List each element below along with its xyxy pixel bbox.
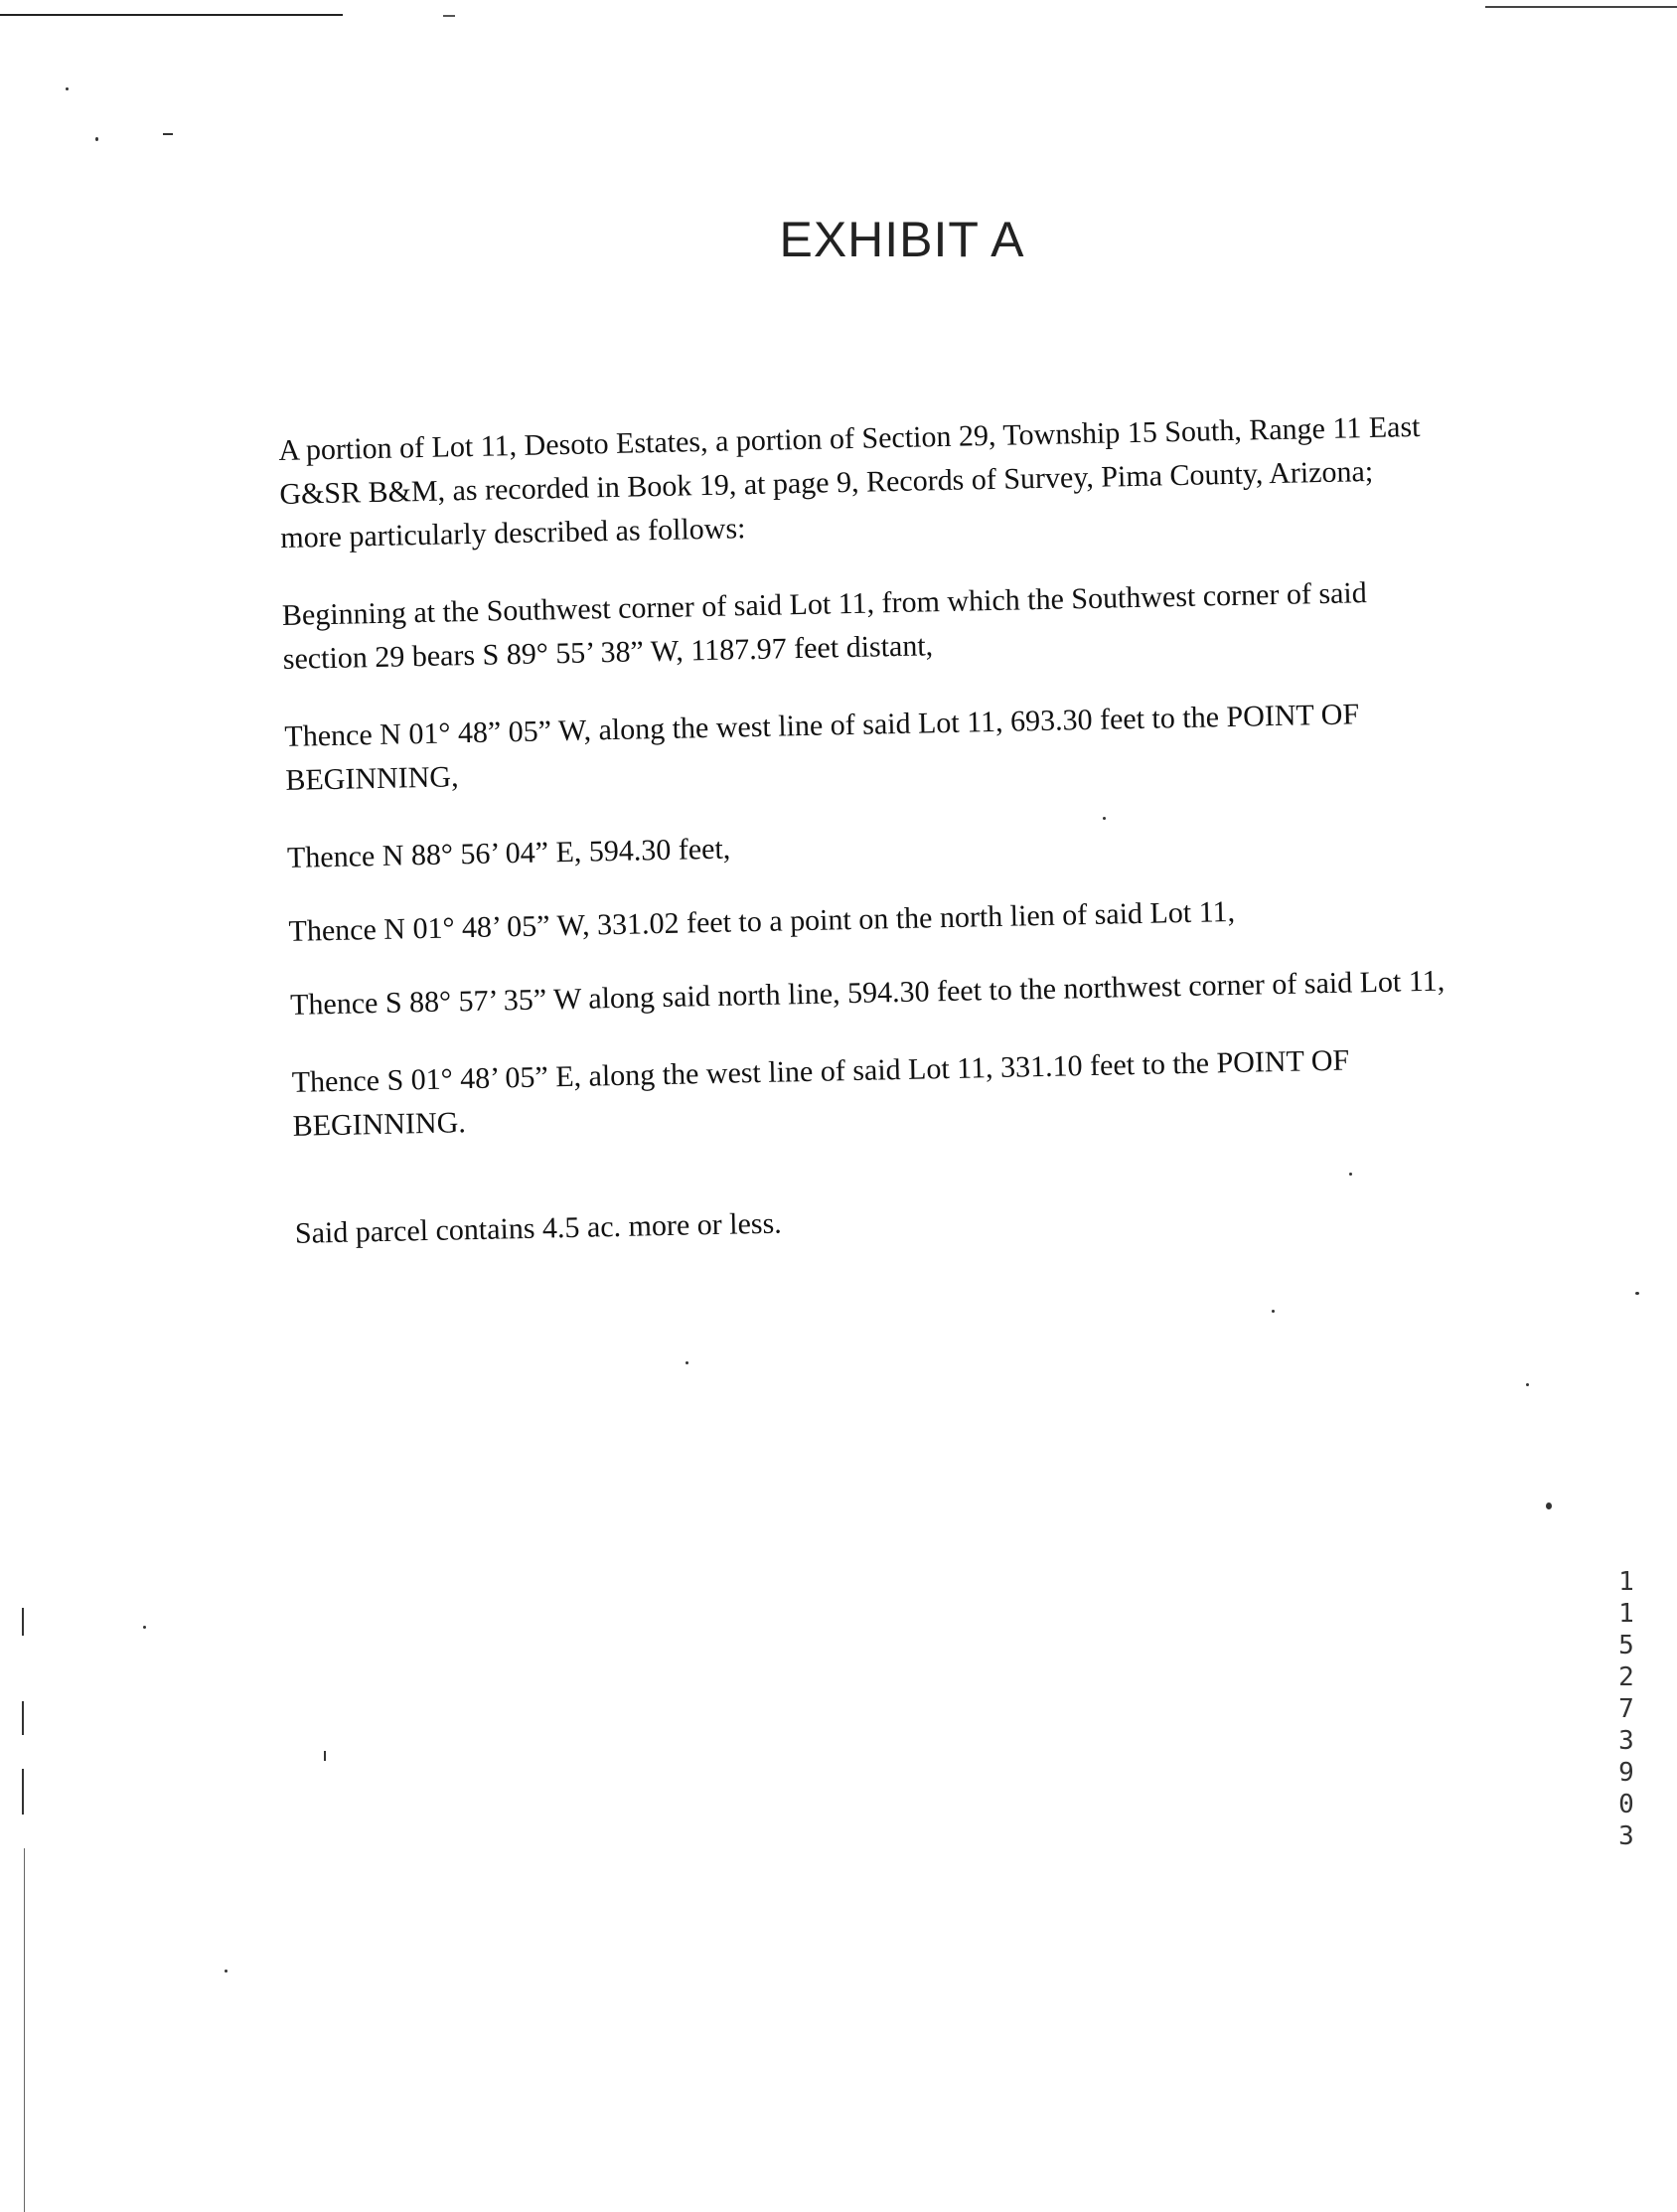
scan-mark-top (443, 15, 455, 17)
scan-speck (1272, 1310, 1275, 1313)
scan-speck (66, 87, 69, 90)
scan-speck (686, 1361, 688, 1364)
paragraph-course-4: Thence S 88° 57’ 35” W along said north line, 594.30 feet to the northwest corner of said Lot 11, (289, 964, 1446, 1022)
scan-speck (163, 133, 173, 135)
paragraph-course-5: Thence S 01° 48’ 05” E, along the west line of said Lot 11, 331.10 feet to the POINT OF BEGINNING. (291, 1043, 1350, 1143)
paragraph-parcel-description: A portion of Lot 11, Desoto Estates, a portion of Section 29, Township 15 South, Range 11 East G&SR B&M, as recorded in Book 19, at page 9, Records of Survey, Pima County, Arizona; more particularly described as follows: (278, 409, 1421, 554)
exhibit-title: EXHIBIT A (779, 212, 1025, 267)
scan-line (22, 1608, 24, 1636)
paragraph-course-2: Thence N 88° 56’ 04” E, 594.30 feet, (286, 832, 731, 874)
scan-line (24, 1848, 25, 2212)
scan-rule-top-right (1485, 6, 1677, 8)
legal-description (278, 404, 1488, 1290)
scan-line (22, 1769, 24, 1815)
scan-speck (1546, 1502, 1552, 1509)
paragraph-beginning: Beginning at the Southwest corner of said Lot 11, from which the Southwest corner of said section 29 bears S 89° 55’ 38” W, 1187.97 feet distant, (281, 576, 1368, 676)
recording-stamp: 11527 3903 (1618, 1567, 1634, 1851)
paragraph-area-statement: Said parcel contains 4.5 ac. more or less. (294, 1206, 783, 1250)
scan-rule-top-left (0, 14, 343, 16)
scan-line (22, 1701, 24, 1735)
scan-speck (225, 1970, 228, 1973)
paragraph-course-3: Thence N 01° 48’ 05” W, 331.02 feet to a point on the north lien of said Lot 11, (288, 894, 1236, 948)
scan-speck (95, 137, 98, 141)
scan-speck (1635, 1292, 1639, 1295)
scan-speck (324, 1751, 326, 1761)
scan-speck (1526, 1383, 1529, 1386)
scan-speck (143, 1626, 146, 1629)
paragraph-course-1: Thence N 01° 48” 05” W, along the west line of said Lot 11, 693.30 feet to the POINT OF BEGINNING, (284, 698, 1360, 797)
